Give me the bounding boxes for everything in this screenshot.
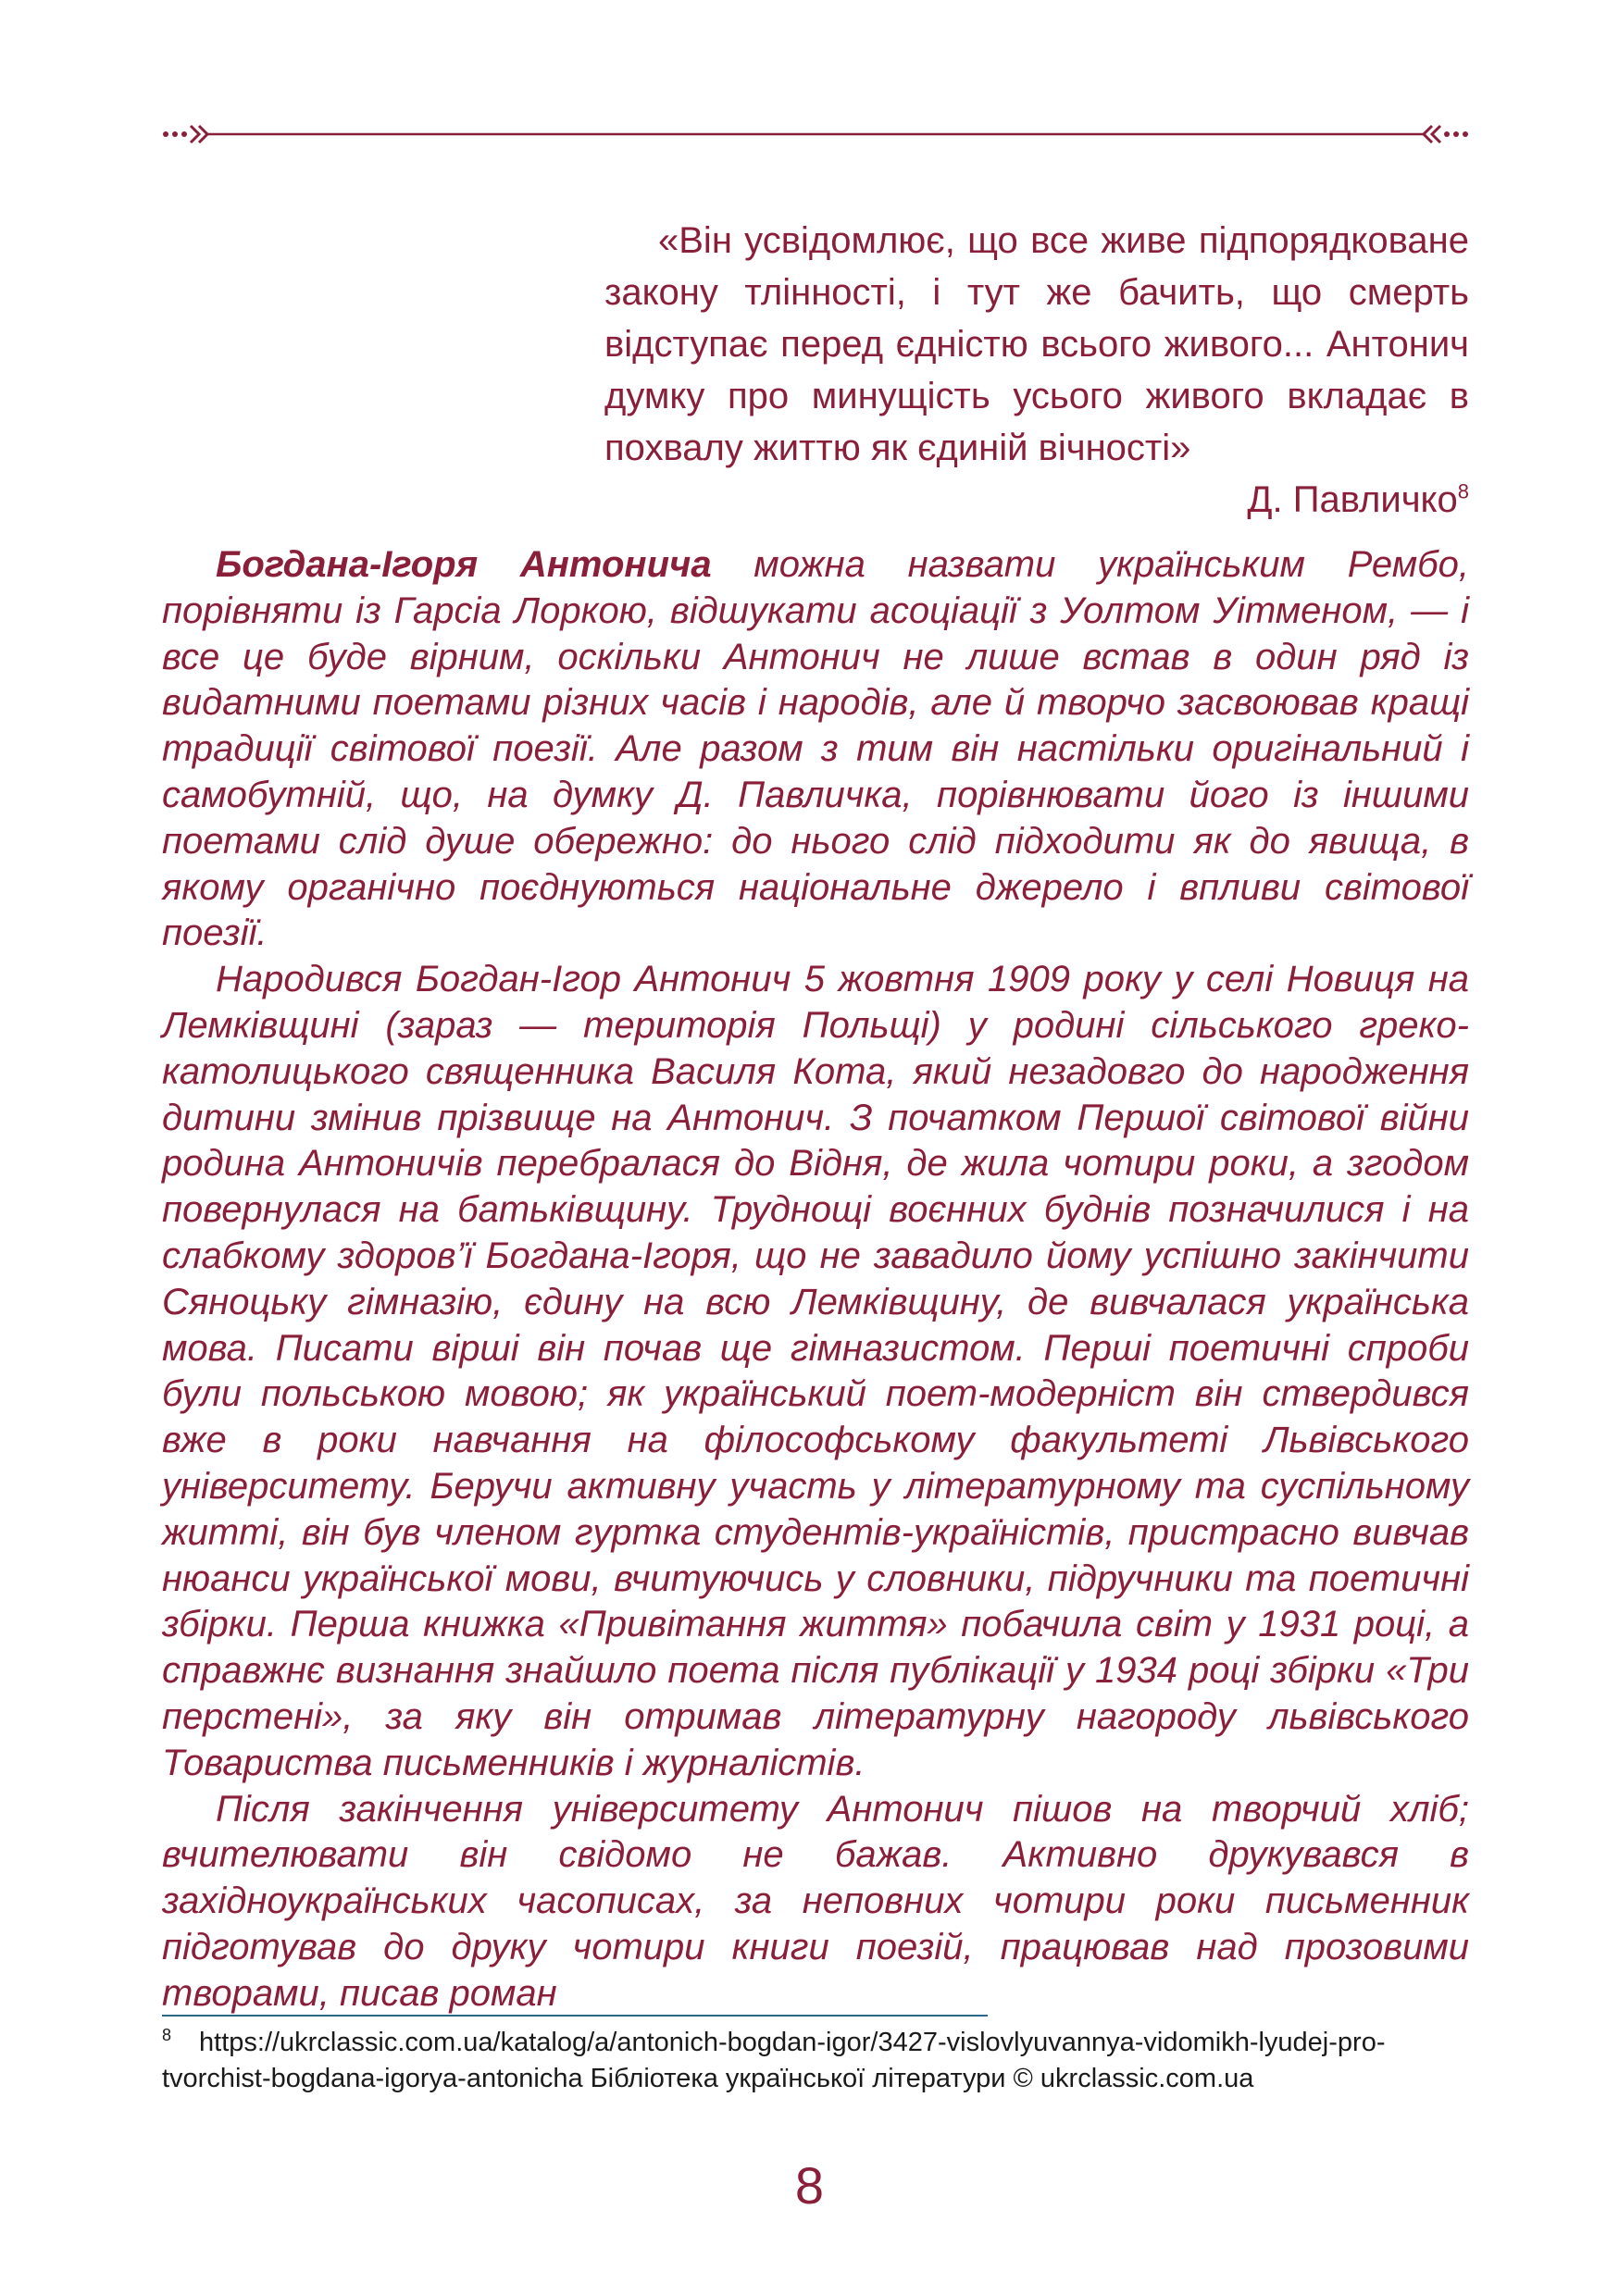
footnote-text: https://ukrclassic.com.ua/katalog/a/antonich-bogdan-igor/3427-vislovlyuvannya-vidomikh-lyudej-pro-tvorchist-bogdana-igorya-antonicha Бібліотека української літератури © ukrclassic.com.ua	[162, 2028, 1386, 2093]
main-text	[162, 542, 1469, 2017]
epigraph-quote: «Він усвідомлює, що все живе підпорядковане закону тлінності, і тут же бачить, що смерть відступає перед єдністю всього живого... Антонич думку про минущість усього живого вкладає в похвалу життю як єдиній вічності»	[604, 220, 1469, 468]
epigraph-footnote-ref: 8	[1457, 479, 1469, 503]
paragraph-3: Після закінчення університету Антонич пішов на творчий хліб; вчителювати він свідомо не бажав. Активно друкувався в західноукраїнських часописах, за неповних чотири роки письменник підготував до друку чотири книги поезій, працював над прозовими творами, писав роман	[162, 1788, 1469, 2014]
header-ornament	[162, 118, 1469, 150]
paragraph-1	[162, 542, 1469, 957]
page-number: 8	[794, 2156, 825, 2215]
epigraph	[604, 215, 1469, 526]
footnote-divider	[162, 2015, 988, 2017]
footnote-entry	[162, 2025, 1469, 2097]
footnote-marker: 8	[162, 2026, 172, 2045]
paragraph-2: Народився Богдан-Ігор Антонич 5 жовтня 1909 року у селі Новиця на Лемківщині (зараз — територія Польщі) у родині сільського греко-католицького священника Василя Кота, який незадовго до народження дитини змінив прізвище на Антонич. З початком Першої світової війни родина Антоничів перебралася до Відня, де жила чотири роки, а згодом повернулася на батьківщину. Труднощі воєнних буднів позначилися і на слабкому здоров’ї Богдана-Ігоря, що не завадило йому успішно закінчити Сяноцьку гімназію, єдину на всю Лемківщину, де вивчалася українська мова. Писати вірші він почав ще гімназистом. Перші поетичні спроби були польською мовою; як український поет-модерніст він ствердився вже в роки навчання на філософському факультеті Львівського університету. Беручи активну участь у літературному та суспільному житті, він був членом гуртка студентів-україністів, пристрасно вивчав нюанси української мови, вчитуючись у словники, підручники та поетичні збірки. Перша книжка «Привітання життя» побачила світ у 1931 році, а справжнє визнання знайшло поета після публікації у 1934 році збірки «Три перстені», за яку він отримав літературну нагороду львівського Товариства письменників і журналістів.	[162, 959, 1469, 1783]
epigraph-author-name: Д. Павличко	[1247, 479, 1458, 520]
footnote	[162, 2025, 1469, 2097]
poet-name: Богдана-Ігоря Антонича	[216, 544, 712, 585]
epigraph-author	[604, 474, 1469, 526]
paragraph-1-text: можна назвати українським Рембо, порівняти із Гарсіа Лоркою, відшукати асоціації з Уолтом Уітменом, — і все це буде вірним, оскільки Антонич не лише встав в один ряд із видатними поетами різних часів і народів, але й творчо засвоював кращі традиції світової поезії. Але разом з тим він настільки оригінальний і самобутній, що, на думку Д. Павличка, порівнювати його із іншими поетами слід душе обережно: до нього слід підходити як до явища, в якому органічно поєднуються національне джерело і впливи світової поезії.	[162, 544, 1469, 954]
